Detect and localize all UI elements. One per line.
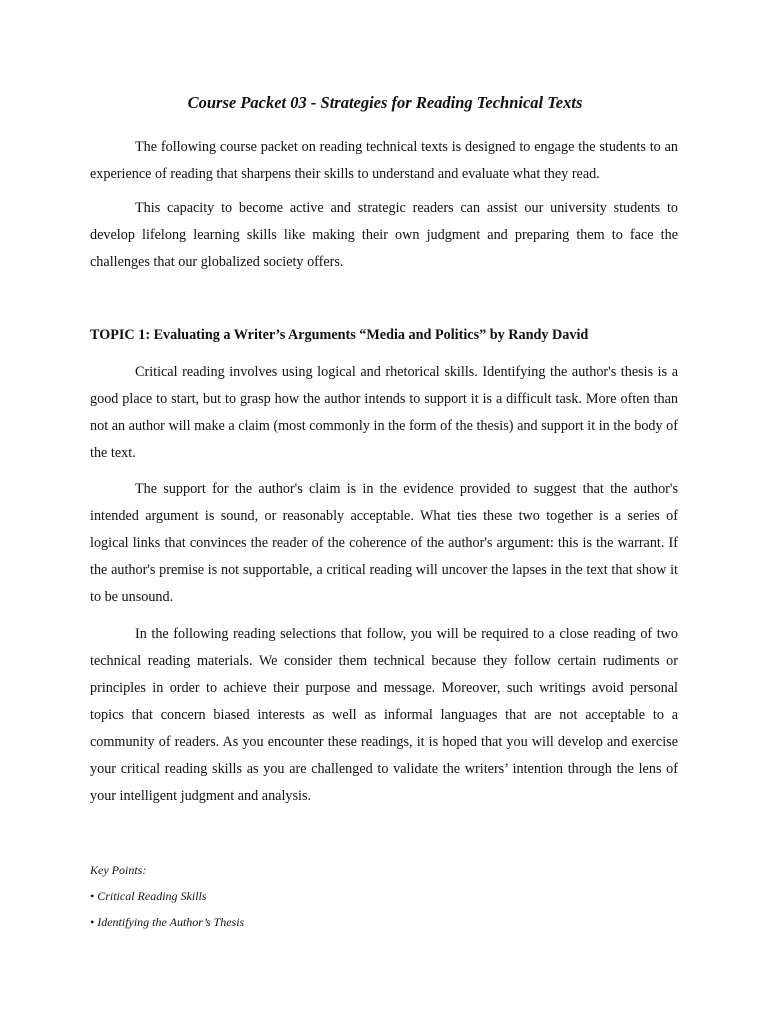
- key-points-label: Key Points:: [90, 863, 147, 877]
- key-point-item: • Identifying the Author’s Thesis: [90, 915, 245, 929]
- document-title: Course Packet 03 - Strategies for Reading Technical Texts: [187, 93, 583, 112]
- key-point-item: • Critical Reading Skills: [90, 889, 207, 903]
- intro-paragraph-1: The following course packet on reading technical texts is designed to engage the students to an experience of reading that sharpens their skills to understand and evaluate what they read.: [90, 139, 678, 182]
- topic-paragraph-3: In the following reading selections that follow, you will be required to a close reading of two technical reading materials. We consider them technical because they follow certain rudiments or principles in order to achieve their purpose and message. Moreover, such writings avoid personal topics that concern biased interests as well as informal languages that are not acceptable to a community of readers. As you encounter these readings, it is hoped that you will develop and exercise your critical reading skills as you are challenged to validate the writers’ intention through the lens of your intelligent judgment and analysis.: [90, 626, 678, 804]
- key-points-section: [90, 857, 244, 935]
- intro-paragraph-2: This capacity to become active and strategic readers can assist our university students to develop lifelong learning skills like making their own judgment and preparing them to face the challenges that our globalized society offers.: [90, 200, 678, 270]
- topic-heading: TOPIC 1: Evaluating a Writer’s Arguments “Media and Politics” by Randy David: [90, 327, 589, 343]
- topic-paragraph-2: The support for the author's claim is in the evidence provided to suggest that the author's intended argument is sound, or reasonably acceptable. What ties these two together is a series of logical links that convinces the reader of the coherence of the author's argument: this is the warrant. If the author's premise is not supportable, a critical reading will uncover the lapses in the text that show it to be unsound.: [90, 481, 678, 605]
- topic-paragraph-1: Critical reading involves using logical and rhetorical skills. Identifying the author's thesis is a good place to start, but to grasp how the author intends to support it is a difficult task. More often than not an author will make a claim (most commonly in the form of the thesis) and support it in the body of the text.: [90, 364, 678, 461]
